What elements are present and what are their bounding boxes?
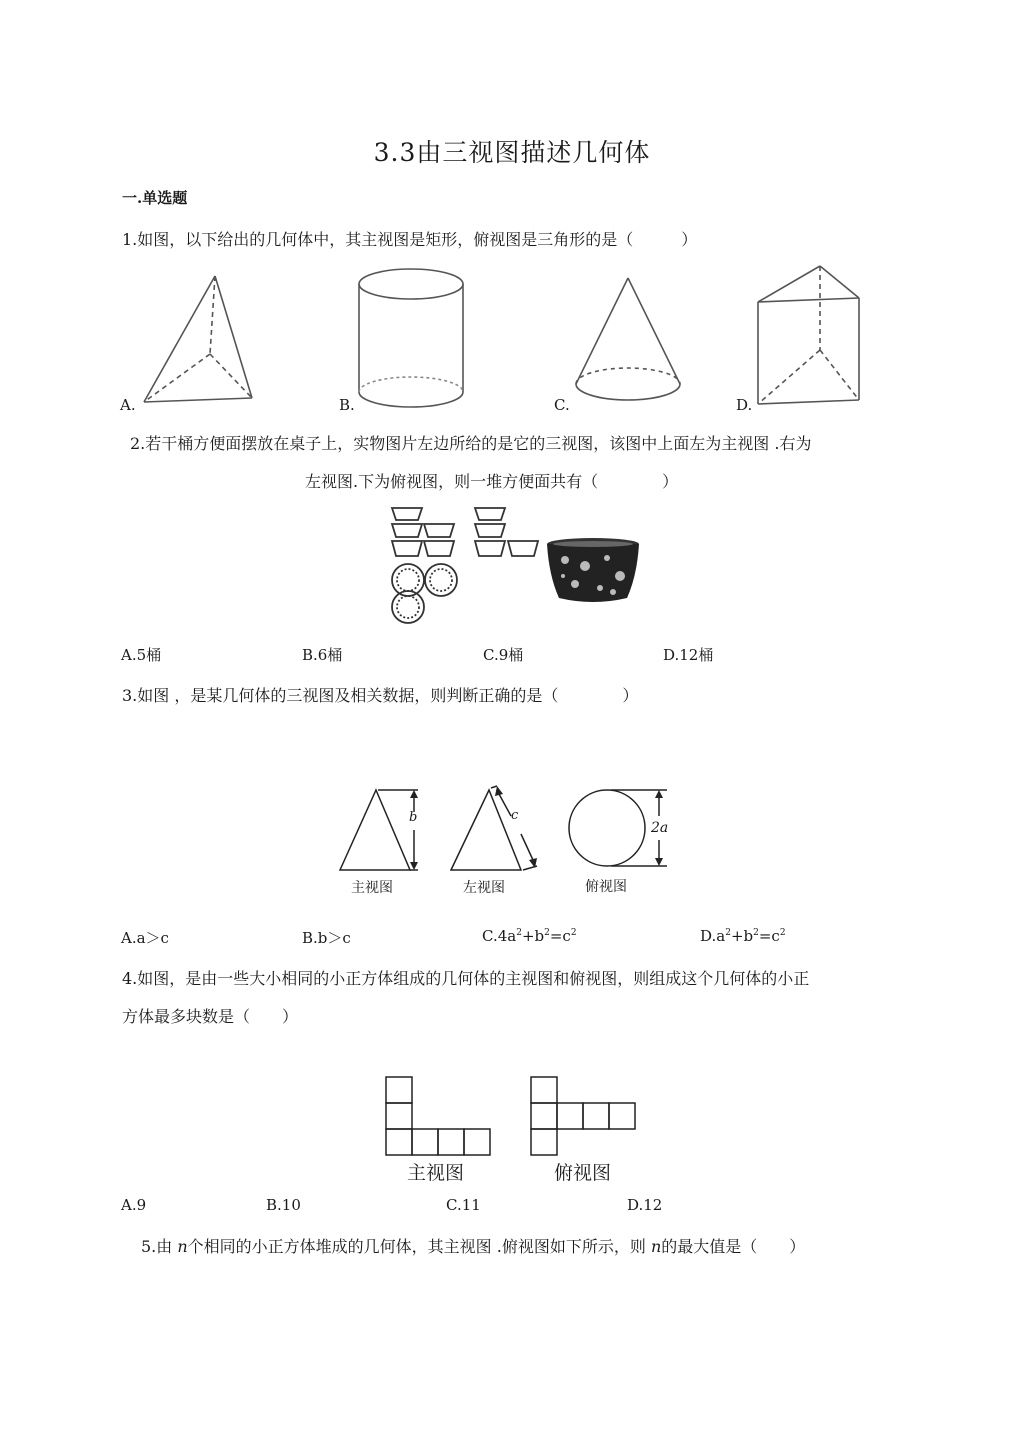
q3-front-view bbox=[336, 786, 432, 876]
question-2-text-line2: 左视图.下为俯视图，则一堆方便面共有（ ） bbox=[305, 472, 679, 491]
q1-figure-b-cylinder bbox=[355, 266, 467, 412]
q3-option-b: B.b＞c bbox=[302, 929, 351, 947]
q3-option-a: A.a＞c bbox=[121, 929, 169, 947]
question-1-text: 1.如图，以下给出的几何体中，其主视图是矩形，俯视图是三角形的是（ ） bbox=[122, 230, 698, 249]
q3-option-c: $C.4a^2+b^2=c^2$ bbox=[482, 927, 577, 945]
question-2-text-line1: 2.若干桶方便面摆放在桌子上，实物图片左边所给的是它的三视图，该图中上面左为主视图 .右为 bbox=[130, 434, 812, 453]
q4-option-c: C.11 bbox=[446, 1196, 481, 1214]
q1-label-c: C. bbox=[554, 396, 570, 414]
q1-figure-d-prism bbox=[754, 262, 864, 412]
q3-label-b: b bbox=[409, 810, 418, 825]
q2-option-c: C.9桶 bbox=[483, 646, 524, 664]
q4-caption-front: 主视图 bbox=[407, 1162, 465, 1184]
question-3-text: 3.如图 ，是某几何体的三视图及相关数据，则判断正确的是（ ） bbox=[122, 686, 639, 705]
q3-option-d: $D.a^2+b^2=c^2$ bbox=[700, 927, 786, 945]
q1-label-b: B. bbox=[339, 396, 355, 414]
q3-label-c: c bbox=[511, 808, 519, 823]
q4-option-d: D.12 bbox=[627, 1196, 663, 1214]
q2-option-a: A.5桶 bbox=[121, 646, 162, 664]
q1-label-d: D. bbox=[736, 396, 753, 414]
q4-top-view-grid bbox=[529, 1075, 641, 1157]
q4-caption-top: 俯视图 bbox=[554, 1162, 612, 1184]
q1-label-a: A. bbox=[120, 396, 136, 414]
q1-figure-c-cone bbox=[572, 274, 684, 410]
question-4-text-line1: 4.如图，是由一些大小相同的小正方体组成的几何体的主视图和俯视图，则组成这个几何体的小正 bbox=[122, 969, 810, 988]
q4-option-a: A.9 bbox=[121, 1196, 147, 1214]
q2-front-view bbox=[388, 504, 462, 562]
q2-left-view bbox=[472, 504, 546, 562]
q2-top-view bbox=[386, 560, 466, 626]
noodle-bucket-photo bbox=[545, 536, 641, 606]
q2-option-d: D.12桶 bbox=[663, 646, 714, 664]
section-heading: 一.单选题 bbox=[122, 189, 188, 207]
q4-front-view-grid bbox=[384, 1075, 494, 1157]
question-5-text: 5.由 n个相同的小正方体堆成的几何体，其主视图 .俯视图如下所示，则 n的最大值是（ ） bbox=[141, 1237, 806, 1256]
q4-option-b: B.10 bbox=[266, 1196, 301, 1214]
q3-left-view bbox=[447, 784, 547, 876]
document-title: 3.3由三视图描述几何体 bbox=[373, 138, 651, 167]
q3-label-2a: 2a bbox=[651, 820, 669, 836]
question-4-text-line2: 方体最多块数是（ ） bbox=[122, 1007, 299, 1026]
q1-figure-a-pyramid bbox=[140, 272, 260, 408]
q2-option-b: B.6桶 bbox=[302, 646, 343, 664]
q3-caption-left: 左视图 bbox=[463, 880, 505, 896]
q3-caption-top: 俯视图 bbox=[585, 879, 627, 895]
q3-caption-front: 主视图 bbox=[351, 880, 393, 896]
